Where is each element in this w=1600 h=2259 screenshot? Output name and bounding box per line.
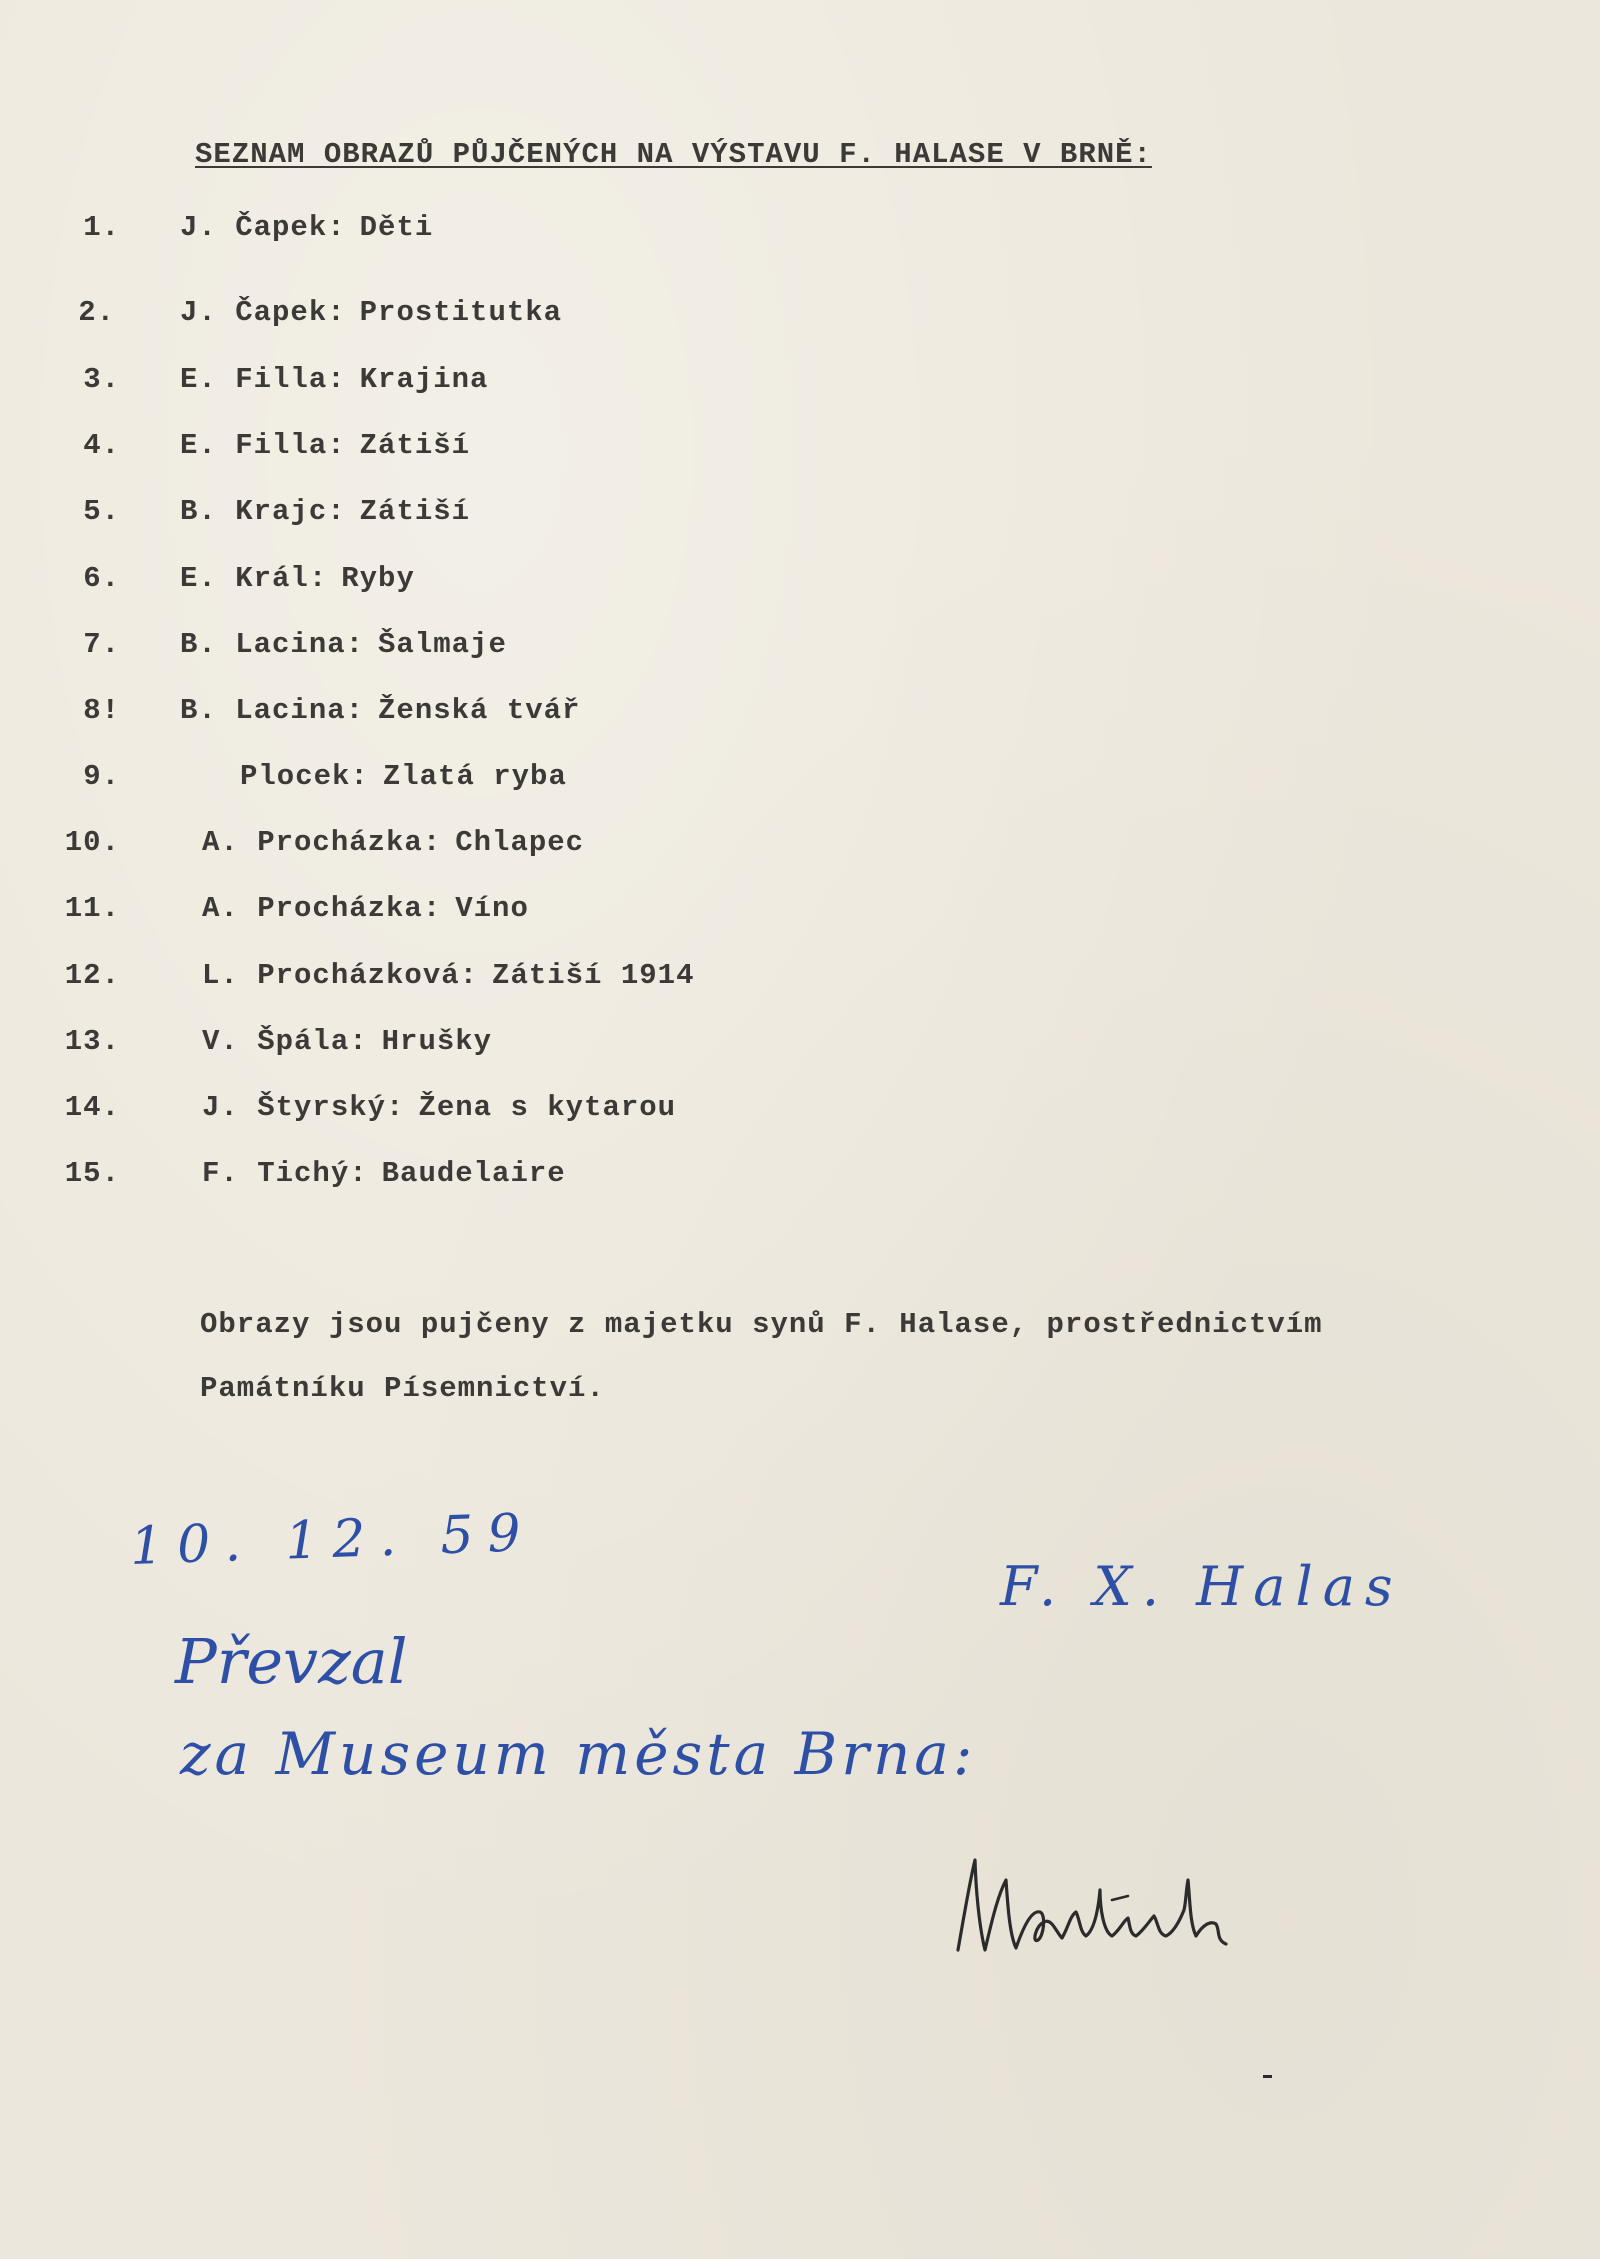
handwritten-signature-martinek — [940, 1840, 1240, 1970]
item-number: 3. — [83, 363, 120, 396]
item-author: E. Filla: Krajina — [180, 363, 489, 396]
item-work: Víno — [455, 892, 529, 925]
ink-mark — [1263, 2075, 1272, 2078]
item-author: A. Procházka: Chlapec — [202, 826, 585, 859]
item-work: Ryby — [341, 562, 415, 595]
loan-note: Obrazy jsou pujčeny z majetku synů F. Halase, prostřednictvím Památníku Písemnictví. — [200, 1308, 1323, 1405]
item-work: Krajina — [359, 363, 489, 396]
item-author: F. Tichý: Baudelaire — [202, 1157, 566, 1190]
item-work: Děti — [359, 211, 434, 244]
item-work: Ženská tvář — [378, 694, 581, 727]
item-number: 4. — [83, 429, 120, 462]
item-work: Zátiší — [359, 429, 471, 462]
item-author: L. Procházková: Zátiší 1914 — [202, 959, 695, 992]
item-number: 5. — [83, 495, 120, 528]
item-number: 15. — [64, 1157, 120, 1190]
item-number: 2. — [78, 296, 115, 329]
item-author: Plocek: Zlatá ryba — [240, 760, 567, 793]
item-number: 7. — [83, 628, 120, 661]
item-work: Zlatá ryba — [382, 760, 567, 793]
item-number: 13. — [64, 1025, 120, 1058]
item-author: B. Lacina: Šalmaje — [180, 628, 507, 661]
item-work: Šalmaje — [378, 628, 507, 661]
item-author: B. Krajc: Zátiší — [180, 495, 471, 528]
handwritten-date: 10. 12. 59 — [129, 1502, 536, 1578]
item-work: Chlapec — [455, 826, 585, 859]
item-author: J. Čapek: Prostitutka — [180, 296, 563, 329]
item-work: Prostitutka — [359, 296, 563, 329]
item-work: Zátiší 1914 — [492, 959, 695, 992]
item-work: Zátiší — [359, 495, 471, 528]
item-work: Žena s kytarou — [418, 1091, 677, 1124]
item-number: 1. — [83, 211, 120, 244]
item-author: A. Procházka: Víno — [202, 892, 529, 925]
item-author: V. Špála: Hrušky — [202, 1025, 493, 1058]
item-author: B. Lacina: Ženská tvář — [180, 694, 581, 727]
handwritten-received: Převzal — [175, 1625, 408, 1698]
item-author: E. Filla: Zátiší — [180, 429, 471, 462]
item-author: E. Král: Ryby — [180, 562, 415, 595]
item-number: 12. — [64, 959, 120, 992]
item-number: 8! — [83, 694, 120, 727]
item-author: J. Štyrský: Žena s kytarou — [202, 1091, 677, 1124]
item-number: 6. — [83, 562, 120, 595]
handwritten-museum: za Museum města Brna: — [180, 1720, 977, 1788]
item-work: Baudelaire — [381, 1157, 566, 1190]
item-number: 10. — [64, 826, 120, 859]
item-author: J. Čapek: Děti — [180, 211, 434, 244]
document-title: SEZNAM OBRAZŮ PŮJČENÝCH NA VÝSTAVU F. HALASE V BRNĚ: — [195, 138, 1152, 171]
item-number: 9. — [83, 760, 120, 793]
handwritten-signature-halas: F. X. Halas — [1000, 1555, 1403, 1618]
item-number: 14. — [64, 1091, 120, 1124]
item-number: 11. — [64, 892, 120, 925]
item-work: Hrušky — [381, 1025, 493, 1058]
